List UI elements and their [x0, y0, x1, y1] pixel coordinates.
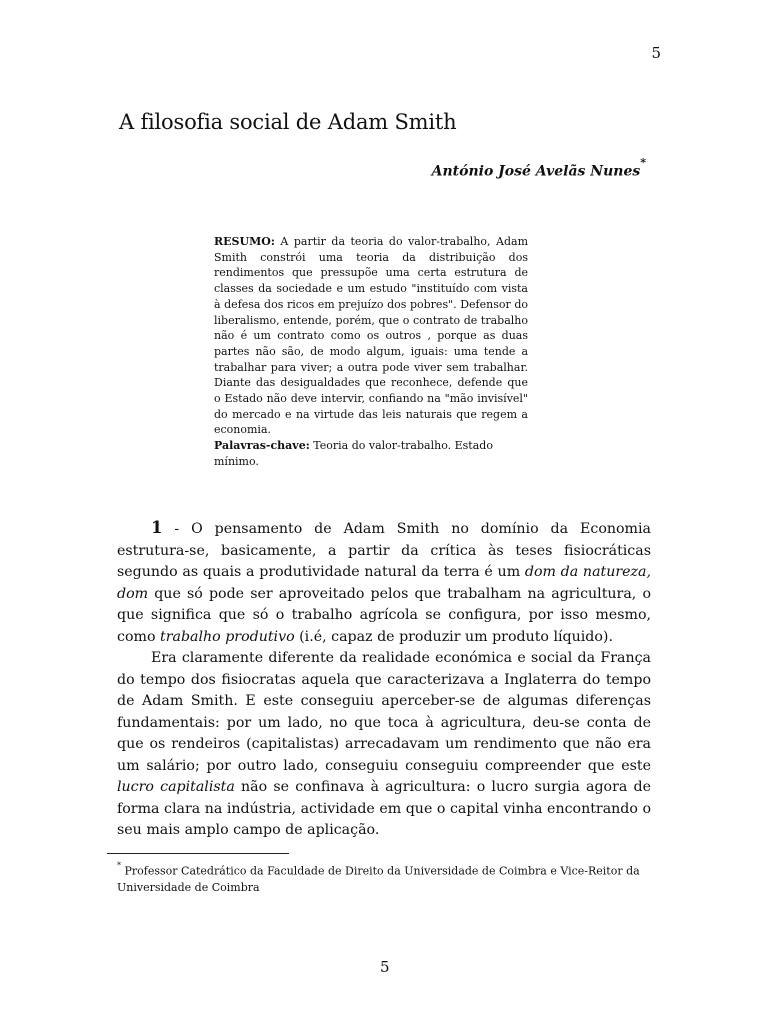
footnote-mark: * — [117, 861, 121, 870]
page-number-bottom: 5 — [380, 958, 390, 976]
p1-part-c: (i.é, capaz de produzir um produto líquido). — [294, 628, 613, 645]
p1-part-b: que só pode ser aproveitado pelos que trabalham na agricultura, o que significa que só o trabalho agrícola se configura, por isso mesmo, como — [117, 585, 651, 645]
author-name: António José Avelãs Nunes — [431, 163, 641, 180]
article-title: A filosofia social de Adam Smith — [119, 110, 457, 134]
page-number-top: 5 — [651, 44, 661, 62]
keywords-line — [214, 438, 528, 469]
p2-emphasis: lucro capitalista — [117, 779, 235, 795]
paragraph-1 — [117, 517, 651, 648]
p1-emphasis-1: dom da natureza, dom — [117, 564, 651, 602]
section-number: 1 — [151, 518, 163, 537]
p1-emphasis-2: trabalho produtivo — [160, 628, 295, 645]
paragraph-2 — [117, 648, 651, 842]
author-footnote-mark: * — [640, 156, 646, 169]
keywords-text: Teoria do valor-trabalho. Estado mínimo. — [214, 439, 493, 468]
body-text — [117, 517, 651, 842]
author-line — [431, 156, 646, 180]
p2-part-b: não se confinava à agricultura: o lucro surgia agora de forma clara na indústria, actividade em que o capital vinha encontrando o seu mais amplo campo de aplicação. — [117, 779, 651, 838]
p1-part-a: - O pensamento de Adam Smith no domínio da Economia estrutura-se, basicamente, a partir da crítica às teses fisiocráticas segundo as quais a produtividade natural da terra é um — [117, 521, 651, 580]
abstract-label: RESUMO: — [214, 235, 275, 248]
abstract-block — [214, 234, 528, 470]
abstract-text: A partir da teoria do valor-trabalho, Adam Smith constrói uma teoria da distribuição dos rendimentos que pressupõe uma certa estrutura de classes da sociedade e um estudo "instituído com vista à defesa dos ricos em prejuízo dos pobres". Defensor do liberalismo, entende, porém, que o contrato de trabalho não é um contrato como os outros , porque as duas partes não são, de modo algum, iguais: uma tende a trabalhar para viver; a outra pode viver sem trabalhar. Diante das desigualdades que reconhece, defende que o Estado não deve intervir, confiando na "mão invisível" do mercado e na virtude das leis naturais que regem a economia. — [214, 235, 528, 437]
keywords-label: Palavras-chave: — [214, 439, 310, 453]
footnote — [117, 860, 657, 896]
footnote-separator — [107, 853, 289, 854]
p2-part-a: Era claramente diferente da realidade económica e social da França do tempo dos fisiocratas aquela que caracterizava a Inglaterra do tempo de Adam Smith. E este conseguiu aperceber-se de algumas diferenças fundamentais: por um lado, no que toca à agricultura, deu-se conta de que os rendeiros (capitalistas) arrecadavam um rendimento que não era um salário; por outro lado, conseguiu conseguiu compreender que este — [117, 650, 651, 774]
footnote-text: Professor Catedrático da Faculdade de Direito da Universidade de Coimbra e Vice-Reitor da Universidade de Coimbra — [117, 864, 640, 894]
